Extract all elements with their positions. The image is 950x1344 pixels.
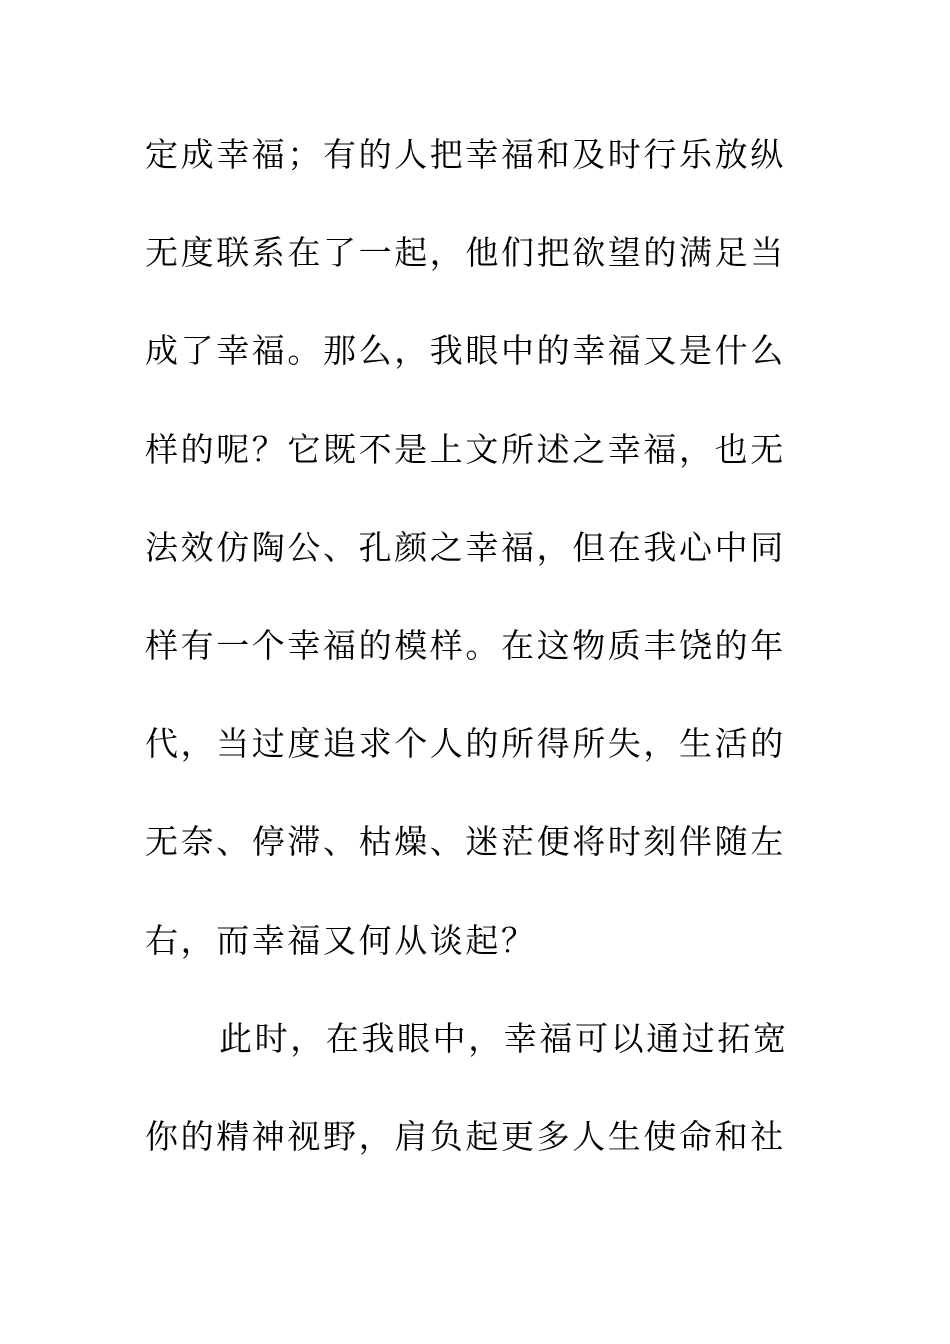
text-line: 法效仿陶公、孔颜之幸福，但在我心中同 <box>145 527 786 567</box>
text-line: 样有一个幸福的模样。在这物质丰饶的年 <box>145 625 786 665</box>
text-line: 成了幸福。那么，我眼中的幸福又是什么 <box>145 331 786 371</box>
text-line: 无奈、停滞、枯燥、迷茫便将时刻伴随左 <box>145 822 786 862</box>
paragraph-start-line: 此时，在我眼中，幸福可以通过拓宽 <box>219 1018 789 1058</box>
body-text <box>145 126 815 1206</box>
text-line: 无度联系在了一起，他们把欲望的满足当 <box>145 233 786 273</box>
text-line: 代，当过度追求个人的所得所失，生活的 <box>145 724 786 764</box>
text-line: 样的呢？它既不是上文所述之幸福，也无 <box>145 429 786 469</box>
text-line: 右，而幸福又何从谈起？ <box>145 920 537 960</box>
text-line: 你的精神视野，肩负起更多人生使命和社 <box>145 1116 786 1156</box>
text-line: 定成幸福；有的人把幸福和及时行乐放纵 <box>145 135 786 174</box>
